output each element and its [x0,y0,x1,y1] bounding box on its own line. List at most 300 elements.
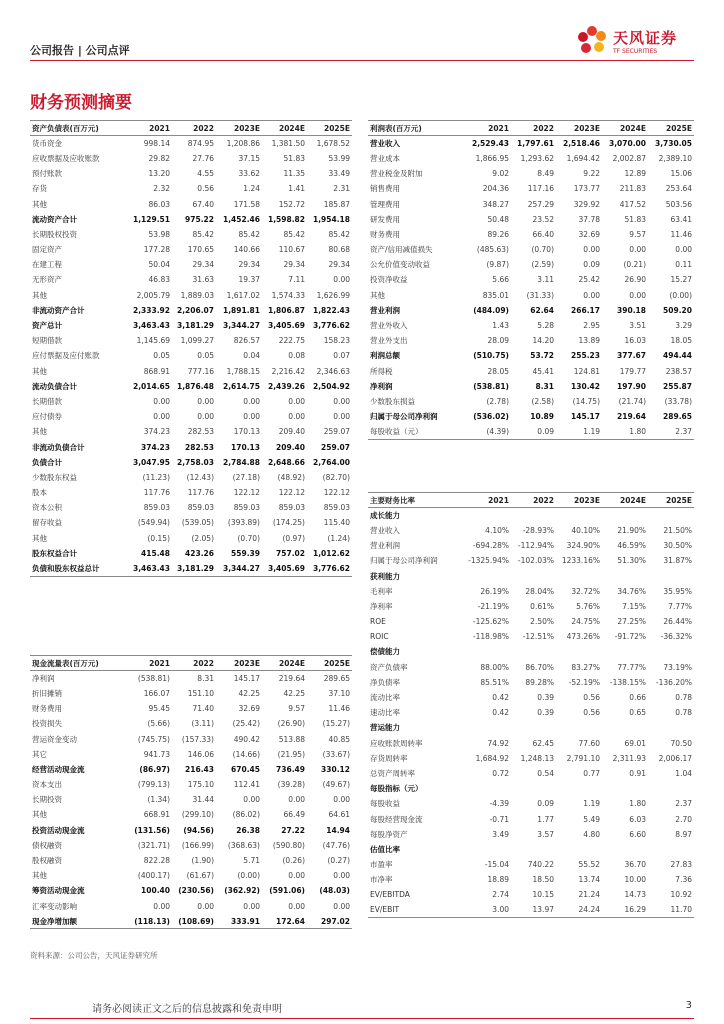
cell-value [648,842,694,857]
table-header-row [368,493,694,508]
cell-value: 179.77 [619,366,646,376]
row-label: 应收票据及应收账款 [32,153,100,163]
table-row [368,599,694,614]
cell-value: 13.97 [511,903,556,918]
table-row [30,546,352,561]
cell-value: 219.64 [617,412,646,422]
cell-value: 473.26% [566,632,600,642]
row-label: 少数股东损益 [370,396,415,406]
cell-value: 14.73 [624,890,646,900]
cell-value: 2,346.63 [316,366,350,376]
report-type-header: 公司报告 | 公司点评 [30,44,130,57]
cell-value: 40.85 [328,734,350,744]
cell-value: (2.59) [531,260,554,270]
cell-value: (47.76) [322,840,350,850]
row-label: 债权融资 [32,840,62,850]
cell-value: 282.53 [187,427,214,437]
cell-value: 0.56 [583,708,600,718]
table-header-row [30,656,352,671]
cell-value: (49.67) [322,780,350,790]
table-row [368,166,694,181]
cell-value: 0.00 [288,396,305,406]
cell-value: (33.67) [322,749,350,759]
cell-value: 197.90 [617,381,646,391]
cell-value: 15.06 [670,169,692,179]
row-label: 留存收益 [32,518,62,528]
cell-value: 2,014.65 [132,381,170,391]
cell-value: (1.34) [147,795,170,805]
cell-value: 1,678.52 [316,139,350,149]
cell-value: 2.37 [648,424,694,439]
cell-value [556,842,602,857]
cell-value: 4.55 [197,169,214,179]
cell-value [648,568,694,583]
cell-value: 0.07 [333,351,350,361]
row-label: 每股经营现金流 [370,814,423,824]
cell-value: 0.00 [153,901,170,911]
table-row [30,686,352,701]
table-row [368,736,694,751]
table-row [30,288,352,303]
table-row [30,196,352,211]
cell-value: 152.72 [278,199,305,209]
table-row [368,629,694,644]
row-label: 净利润 [370,381,393,391]
cell-value [648,781,694,796]
cell-value: -138.15% [609,677,646,687]
cell-value: 3,730.05 [654,139,692,149]
row-label: 应付票据及应付账款 [32,351,100,361]
column-header: 2024E [262,121,307,136]
cell-value: 1,788.15 [226,366,260,376]
cell-value: (94.56) [183,825,214,835]
cell-value: 1,248.13 [520,753,554,763]
cell-value: (590.80) [272,840,305,850]
cell-value: (485.63) [476,245,509,255]
cell-value: 238.57 [665,366,692,376]
cell-value: 29.34 [283,260,305,270]
table-row [30,242,352,257]
row-label: 流动比率 [370,693,400,703]
cell-value: 1,891.81 [222,305,260,315]
cell-value: 85.42 [192,229,214,239]
cell-value: 209.40 [276,442,305,452]
cell-value: 28.05 [487,366,509,376]
cell-value: 9.57 [629,229,646,239]
cell-value: (166.99) [181,840,214,850]
table-row [368,318,694,333]
cell-value: 26.90 [624,275,646,285]
cell-value: (48.92) [277,472,305,482]
cell-value: 2,005.79 [136,290,170,300]
cell-value: (0.70) [531,245,554,255]
cell-value: 835.01 [482,290,509,300]
cell-value: 46.83 [148,275,170,285]
column-header: 2023E [556,493,602,508]
cell-value: -694.28% [472,541,509,551]
table-row [30,731,352,746]
cell-value: (14.66) [232,749,260,759]
cell-value [648,720,694,735]
cell-value: 2,764.00 [312,457,350,467]
cell-value: 282.53 [185,442,214,452]
cell-value: 100.40 [141,886,170,896]
cell-value: 67.40 [192,199,214,209]
cell-value [511,842,556,857]
column-header: 2023E [556,121,602,136]
cell-value: 0.00 [333,871,350,881]
cell-value: 1,866.95 [475,153,509,163]
cell-value: 0.78 [675,693,692,703]
row-label: EV/EBIT [368,903,466,918]
cell-value: 222.75 [278,336,305,346]
cell-value: 1,129.51 [132,214,170,224]
cell-value: (549.94) [137,518,170,528]
cell-value: 62.45 [532,738,554,748]
cell-value: (393.89) [227,518,260,528]
cell-value: 66.49 [283,810,305,820]
cell-value: 31.63 [192,275,214,285]
table-row [30,823,352,838]
cell-value: 51.30% [617,556,646,566]
table-row [368,827,694,842]
cell-value: 329.92 [573,199,600,209]
cell-value: 289.65 [663,412,692,422]
table-row [368,409,694,424]
cell-value: 55.52 [578,860,600,870]
column-header: 2023E [216,656,262,671]
cell-value: 0.65 [629,708,646,718]
cell-value: 2,529.43 [471,139,509,149]
cell-value: 10.92 [670,890,692,900]
row-label: 每股净资产 [370,829,408,839]
table-row [368,796,694,811]
cell-value: (174.25) [272,518,305,528]
cell-value: 32.69 [578,229,600,239]
cell-value: 28.09 [487,336,509,346]
cell-value: 53.72 [530,351,554,361]
table-row [30,792,352,807]
cell-value: 1,889.03 [180,290,214,300]
cell-value: 1.80 [629,799,646,809]
row-label: 归属于母公司净利润 [370,412,438,422]
cell-value: 21.50% [663,525,692,535]
cell-value: 2,504.92 [312,381,350,391]
cell-value: 3,405.69 [267,321,305,331]
cell-value: 2,439.26 [267,381,305,391]
cell-value: 2,791.10 [566,753,600,763]
cell-value [602,568,648,583]
row-label: 资本公积 [32,503,62,513]
cell-value [602,644,648,659]
table-row [30,701,352,716]
cell-value: 3.57 [537,829,554,839]
cell-value: 3,181.29 [172,561,216,576]
row-label: ROE [370,617,386,627]
row-label: 营业成本 [370,153,400,163]
cell-value: 0.05 [197,351,214,361]
table-row [368,257,694,272]
cell-value: 259.07 [321,442,350,452]
cell-value: 2.32 [153,184,170,194]
column-header: 2025E [307,656,352,671]
cell-value: 1,452.46 [222,214,260,224]
cell-value: 71.40 [192,704,214,714]
cell-value: 0.00 [243,901,260,911]
cell-value: (26.90) [277,719,305,729]
cell-value: 2.37 [675,799,692,809]
row-label: 营业外支出 [370,336,408,346]
table-header-row [30,121,352,136]
table-row [368,842,694,857]
cell-value: 6.03 [629,814,646,824]
cell-value: 3,776.62 [307,561,352,576]
data-source-note: 资料来源：公司公告，天风证券研究所 [30,951,158,960]
cell-value: 29.82 [148,153,170,163]
table-row [30,777,352,792]
cell-value: 1,574.33 [271,290,305,300]
cell-value: -12.51% [522,632,554,642]
cell-value: 62.64 [530,305,554,315]
cell-value: (82.70) [322,472,350,482]
cell-value: 1,626.99 [316,290,350,300]
cell-value: 333.91 [216,914,262,929]
row-label: 预付账款 [32,169,62,179]
cell-value: 1,684.92 [475,753,509,763]
row-label: 市盈率 [370,860,393,870]
cell-value: (299.10) [181,810,214,820]
cell-value: 1.43 [492,321,509,331]
cell-value: -15.04 [484,860,509,870]
cell-value: 374.23 [143,427,170,437]
cell-value [602,781,648,796]
cell-value: 289.65 [323,674,350,684]
table-row [368,675,694,690]
cell-value: 53.99 [328,153,350,163]
cell-value: 259.07 [323,427,350,437]
cell-value: 11.46 [328,704,350,714]
cell-value: 2,002.87 [612,153,646,163]
cell-value: 0.42 [492,708,509,718]
row-label: EV/EBITDA [370,890,410,900]
table-row [368,690,694,705]
cell-value [556,781,602,796]
cell-value: 8.31 [197,674,214,684]
cell-value: 16.03 [624,336,646,346]
cell-value [556,568,602,583]
table-row [368,523,694,538]
cell-value: (61.67) [186,871,214,881]
row-label: 固定资产 [32,245,62,255]
cash-flow-table [30,655,352,929]
cell-value: 19.37 [238,275,260,285]
cell-value: 4.80 [583,829,600,839]
cell-value: 297.02 [307,914,352,929]
cell-value: 7.36 [675,875,692,885]
cell-value: 122.12 [278,488,305,498]
cell-value: (11.23) [142,472,170,482]
cell-value [466,568,511,583]
cell-value: 21.24 [578,890,600,900]
cell-value: 27.76 [192,153,214,163]
cell-value: (9.87) [486,260,509,270]
row-label: 现金净增加额 [30,914,128,929]
cell-value: 2.95 [583,321,600,331]
tf-logo-icon [575,24,609,58]
table-row [30,914,352,929]
cell-value: 2,006.17 [658,753,692,763]
cell-value: (538.81) [473,381,509,391]
cell-value: 1.19 [583,799,600,809]
row-label: 汇率变动影响 [32,901,77,911]
cell-value: 1,012.62 [312,548,350,558]
cell-value [648,508,694,523]
cell-value: 110.67 [278,245,305,255]
row-label: 短期借款 [32,336,62,346]
cell-value: 10.15 [532,890,554,900]
table-row [30,716,352,731]
table-row [30,561,352,576]
table-row [30,807,352,822]
table-row [368,508,694,523]
table-row [30,272,352,287]
cell-value: 0.09 [511,424,556,439]
cell-value: 85.42 [238,229,260,239]
cell-value: 8.31 [535,381,554,391]
table-row [368,872,694,887]
cell-value: 5.28 [537,321,554,331]
cell-value: 2.31 [333,184,350,194]
cell-value: 158.23 [323,336,350,346]
cell-value: 2,784.88 [222,457,260,467]
cell-value: (157.33) [181,734,214,744]
row-label: 资产总计 [32,321,62,331]
financial-ratios-table [368,492,694,918]
table-row [30,455,352,470]
table-row [30,515,352,530]
company-logo [575,24,695,60]
cell-value: 34.76% [617,586,646,596]
cell-value: (27.18) [232,472,260,482]
cell-value: 5.49 [583,814,600,824]
cell-value: 822.28 [143,856,170,866]
cell-value: 0.39 [537,693,554,703]
row-label: 存货周转率 [370,753,408,763]
row-label: 营运资金变动 [32,734,77,744]
cell-value: (0.00) [669,290,692,300]
cell-value [602,508,648,523]
table-row [368,242,694,257]
cell-value: 33.49 [328,169,350,179]
row-label: 存货 [32,184,47,194]
cell-value: 31.87% [663,556,692,566]
cell-value: 0.00 [333,396,350,406]
cell-value: (12.43) [186,472,214,482]
cell-value [511,781,556,796]
cell-value: 77.77% [617,662,646,672]
cell-value [602,720,648,735]
cell-value: -112.94% [517,541,554,551]
cell-value: 1,598.82 [267,214,305,224]
table-row [30,364,352,379]
cell-value: 37.15 [238,153,260,163]
cell-value: 1233.16% [561,556,600,566]
cell-value [466,781,511,796]
cell-value: (5.66) [147,719,170,729]
table-row [368,857,694,872]
cell-value: 0.72 [492,768,509,778]
cell-value: 29.34 [192,260,214,270]
cell-value: (21.95) [277,749,305,759]
cell-value: 3,070.00 [608,139,646,149]
cell-value: 46.59% [617,541,646,551]
cell-value: 122.12 [323,488,350,498]
cell-value: 124.81 [573,366,600,376]
cell-value: 11.35 [283,169,305,179]
cell-value: 204.36 [482,184,509,194]
row-label: 营业收入 [370,525,400,535]
cell-value: 86.03 [148,199,170,209]
table-row [30,470,352,485]
cell-value: 2.70 [675,814,692,824]
cell-value: (321.71) [137,840,170,850]
cell-value: 1.77 [537,814,554,824]
cell-value: (25.42) [232,719,260,729]
row-label: 股本 [32,488,47,498]
table-row [368,720,694,735]
cell-value: 1,694.42 [566,153,600,163]
column-header: 资产负债表(百万元) [30,121,128,136]
table-row [368,364,694,379]
cell-value [466,842,511,857]
cell-value: 117.76 [143,488,170,498]
table-row [368,379,694,394]
column-header: 2024E [262,656,307,671]
cell-value: 51.83 [283,153,305,163]
cell-value: 1,099.27 [180,336,214,346]
cell-value: 219.64 [278,674,305,684]
row-label: 其他 [32,427,47,437]
cell-value: 0.56 [197,184,214,194]
cell-value: 42.25 [283,688,305,698]
row-label: 筹资活动现金流 [32,886,85,896]
cell-value: -136.20% [655,677,692,687]
cell-value: 868.91 [143,366,170,376]
column-header: 利润表(百万元) [368,121,466,136]
cell-value: 0.77 [583,768,600,778]
cell-value: 115.40 [323,518,350,528]
column-header: 2022 [511,493,556,508]
cell-value: 73.19% [663,662,692,672]
cell-value: 859.03 [187,503,214,513]
cell-value: 374.23 [141,442,170,452]
row-label: 净负债率 [370,677,400,687]
cell-value: 415.48 [141,548,170,558]
cell-value: 0.00 [333,412,350,422]
cell-value: 0.00 [288,795,305,805]
cell-value: (1.90) [191,856,214,866]
table-row [368,584,694,599]
table-row [30,333,352,348]
table-row [30,379,352,394]
cell-value: 0.00 [333,901,350,911]
row-label: 少数股东权益 [32,472,77,482]
cell-value: 2,216.42 [271,366,305,376]
row-label: 管理费用 [370,199,400,209]
cell-value: 4.10% [485,525,509,535]
cell-value: (15.27) [322,719,350,729]
cell-value: 423.26 [185,548,214,558]
